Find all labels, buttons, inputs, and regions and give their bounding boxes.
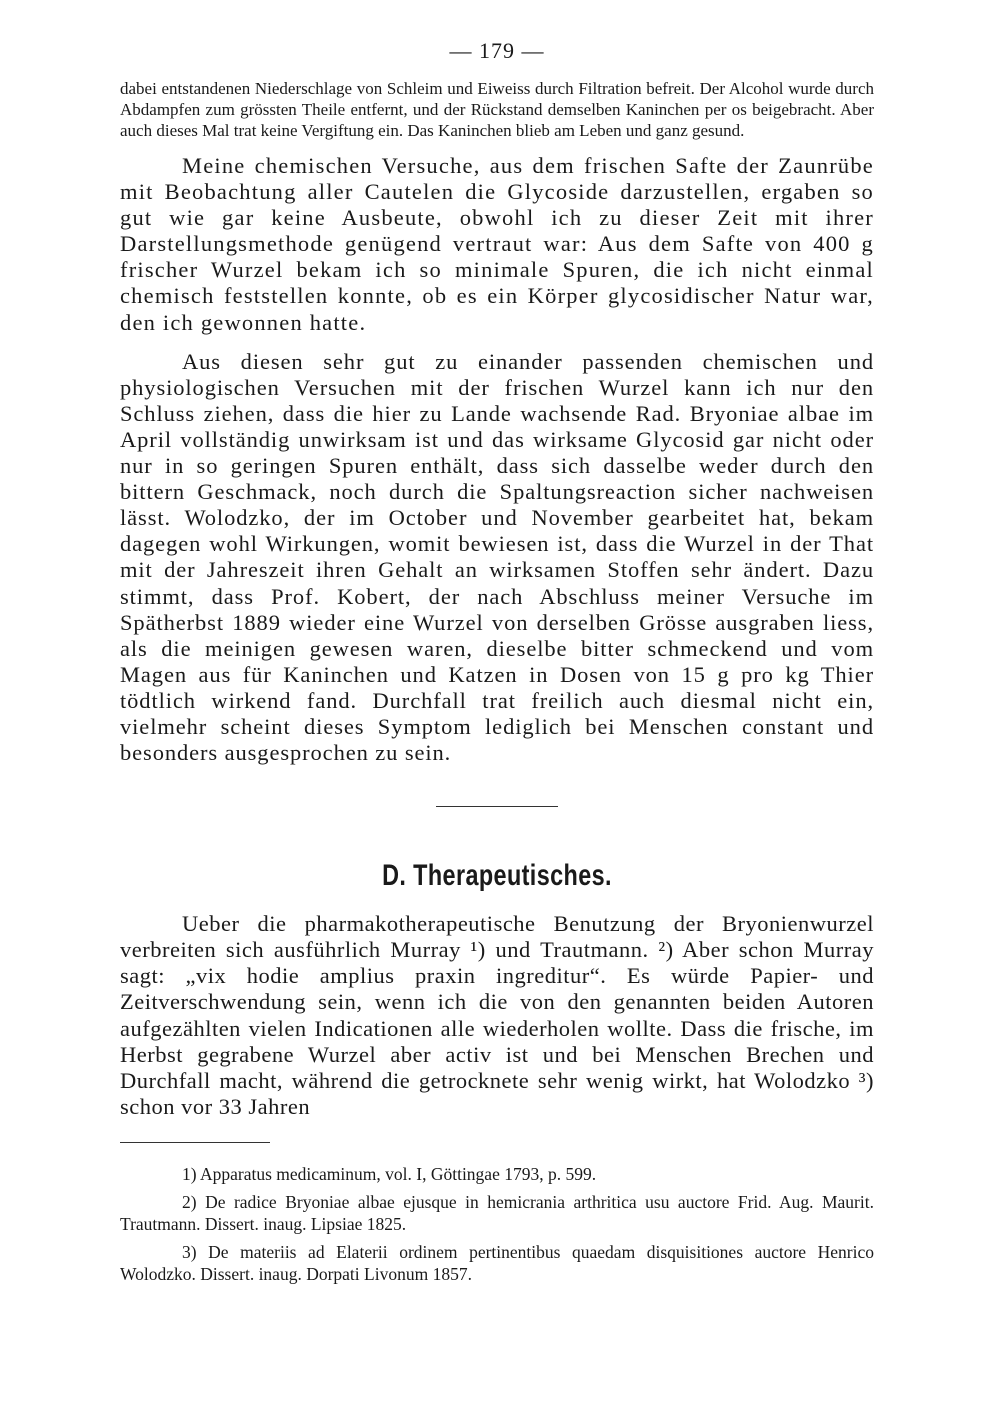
footnote-3: 3) De materiis ad Elaterii ordinem pertinentibus quaedam disquisitiones auctore Henrico Wolodzko. Dissert. inaug. Dorpati Livonum 1857. (120, 1241, 874, 1284)
footnote-1: 1) Apparatus medicaminum, vol. I, Göttingae 1793, p. 599. (182, 1163, 597, 1184)
paragraph-therapeutics: Ueber die pharmakotherapeutische Benutzung der Bryonienwurzel verbreiten sich ausführlich Murray ¹) und Trautmann. ²) Aber schon Murray sagt: „vix hodie amplius praxin ingreditur“. Es würde Papier- und Zeitverschwendung sein, wenn ich die von den genannten beiden Autoren aufgezählten vielen Indicationen alle wiederholen wollte. Dass die frische, im Herbst gegrabene Wurzel aber activ ist und bei Menschen Brechen und Durchfall macht, während die getrocknete sehr wenig wirkt, hat Wolodzko ³) schon vor 33 Jahren (120, 911, 874, 1119)
paragraph-chemical-experiments: Meine chemischen Versuche, aus dem frischen Safte der Zaunrübe mit Beobachtung aller Cautelen die Glycoside darzustellen, ergaben so gut wie gar keine Ausbeute, obwohl ich zu dieser Zeit mit ihrer Darstellungsmethode genügend vertraut war: Aus dem Safte von 400 g frischer Wurzel bekam ich so minimale Spuren, die ich nicht einmal chemisch feststellen konnte, ob es ein Körper glycosidischer Natur war, den ich gewonnen hatte. (120, 153, 874, 335)
section-heading: D. Therapeutisches. (382, 859, 612, 893)
document-page (120, 38, 874, 1285)
intro-paragraph: dabei entstandenen Niederschlage von Schleim und Eiweiss durch Filtration befreit. Der Alcohol wurde durch Abdampfen zum grössten Theile entfernt, und der Rückstand demselben Kaninchen per os beigebracht. Aber auch dieses Mal trat keine Vergiftung ein. Das Kaninchen blieb am Leben und ganz gesund. (120, 79, 874, 140)
page-number: — 179 — (449, 38, 545, 63)
paragraph-conclusion: Aus diesen sehr gut zu einander passenden chemischen und physiologischen Versuchen mit der frischen Wurzel kann ich nur den Schluss ziehen, dass die hier zu Lande wachsende Rad. Bryoniae albae im April vollständig unwirksam ist und das wirksame Glycosid gar nicht oder nur in so geringen Spuren enthält, dass sich dasselbe weder durch den bittern Geschmack, noch durch die Spaltungsreaction sicher nachweisen lässt. Wolodzko, der im October und November gearbeitet hat, bekam dagegen wohl Wirkungen, womit bewiesen ist, dass die Wurzel in der That mit der Jahreszeit ihren Gehalt an wirksamen Stoffen sehr ändert. Dazu stimmt, dass Prof. Kobert, der nach Abschluss meiner Versuche im Spätherbst 1889 wieder eine Wurzel von derselben Grösse ausgraben liess, als die meinigen gewesen waren, dieselbe bitter schmeckend und vom Magen aus für Kaninchen und Katzen in Dosen von 15 g pro kg Thier tödtlich wirkend fand. Durchfall trat freilich auch diesmal nicht ein, vielmehr scheint dieses Symptom lediglich bei Menschen constant und besonders ausgesprochen zu sein. (120, 348, 874, 766)
footnote-2: 2) De radice Bryoniae albae ejusque in hemicrania arthritica usu auctore Frid. Aug. Maurit. Trautmann. Dissert. inaug. Lipsiae 1825. (120, 1191, 874, 1234)
